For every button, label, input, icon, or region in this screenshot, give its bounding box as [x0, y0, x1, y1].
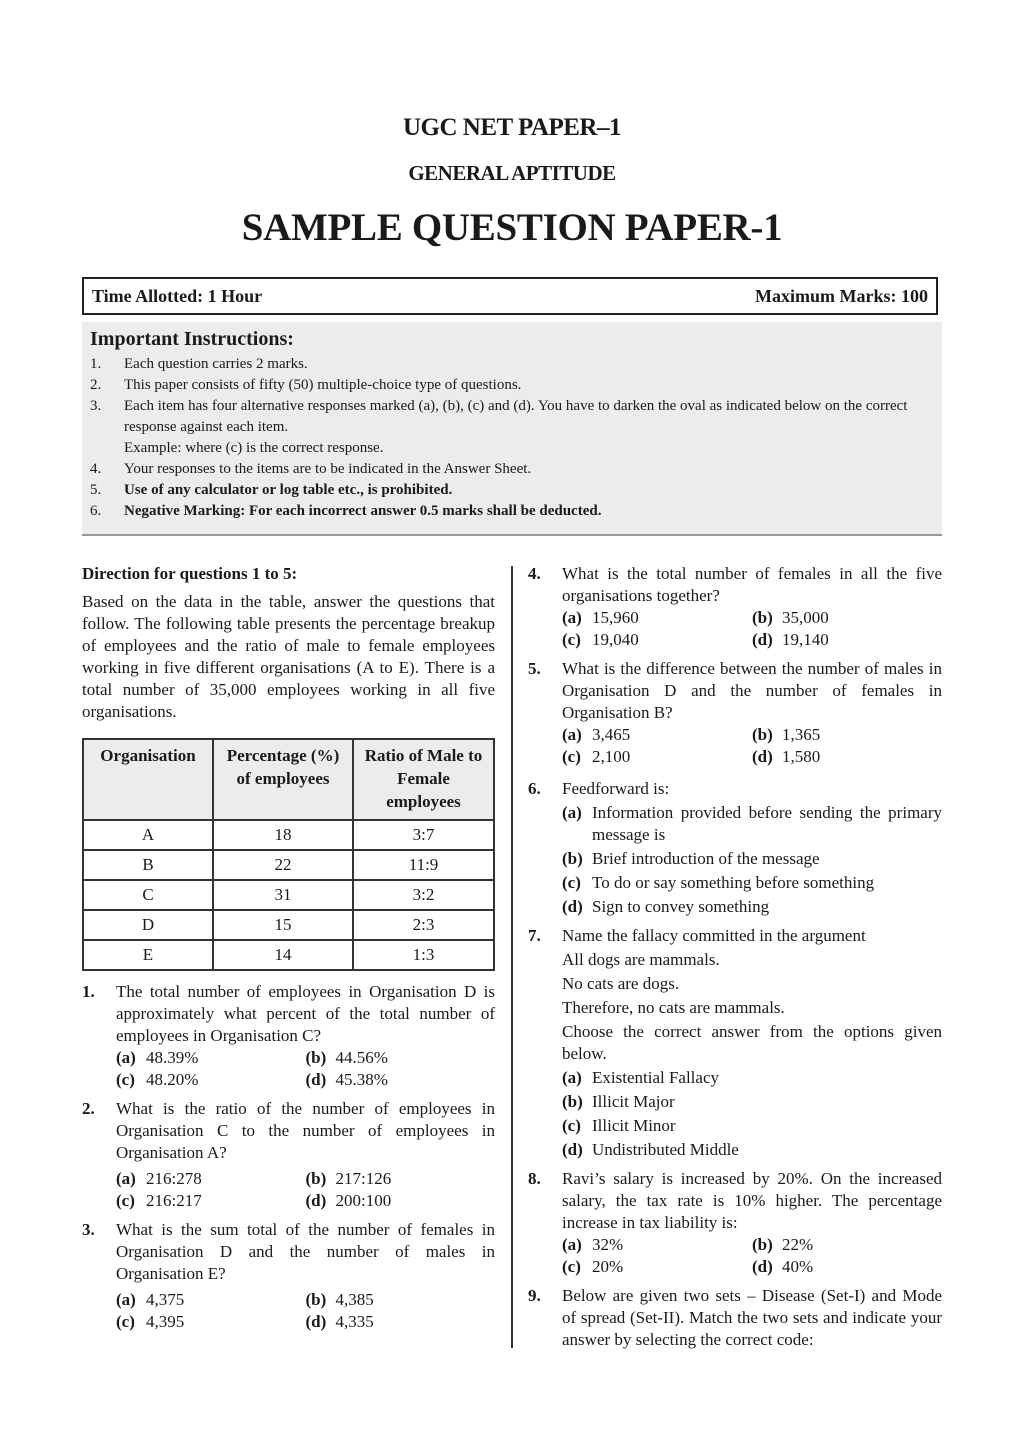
instruction-item [90, 480, 934, 501]
option-c[interactable] [116, 1190, 306, 1212]
options [116, 1289, 495, 1333]
instruction-text: Negative Marking: For each incorrect answer 0.5 marks shall be deducted. [124, 503, 602, 519]
option-label: (b) [305, 1169, 327, 1188]
question-text: The total number of employees in Organisation D is approximately what percent of the total number of employees in Organisation C? [116, 982, 495, 1045]
option-label: (b) [562, 1092, 583, 1111]
question-2 [82, 1098, 495, 1212]
question-number: 4. [528, 564, 541, 583]
option-label: (d) [752, 1257, 773, 1276]
instruction-text: Each item has four alternative responses marked (a), (b), (c) and (d). You have to darken the oval as indicated below on the correct response against each item. [124, 398, 908, 435]
option-label: (d) [752, 747, 773, 766]
option-label: (d) [305, 1191, 327, 1210]
table-row [83, 880, 494, 910]
right-column [528, 563, 942, 1351]
option-text: 48.20% [146, 1070, 199, 1089]
table-cell: 11:9 [353, 850, 494, 880]
option-c[interactable] [562, 746, 752, 768]
table-header-row [83, 739, 494, 820]
table-cell: 18 [213, 820, 353, 850]
instructions-heading: Important Instructions: [90, 328, 294, 350]
column-header: Organisation [83, 739, 213, 820]
question-3 [82, 1219, 495, 1333]
option-label: (a) [562, 608, 582, 627]
column-divider [511, 566, 513, 1348]
question-number: 1. [82, 982, 95, 1001]
option-label: (b) [305, 1290, 327, 1309]
table-cell: B [83, 850, 213, 880]
option-c[interactable] [562, 1115, 942, 1137]
question-number: 2. [82, 1099, 95, 1118]
question-number: 9. [528, 1286, 541, 1305]
maximum-marks: Maximum Marks: 100 [755, 285, 928, 306]
option-text: 48.39% [146, 1048, 199, 1067]
option-label: (b) [752, 608, 773, 627]
option-d[interactable] [562, 1139, 942, 1161]
option-text: 15,960 [592, 608, 639, 627]
option-label: (c) [562, 1257, 581, 1276]
option-label: (a) [116, 1048, 136, 1067]
option-a[interactable] [116, 1047, 306, 1069]
option-text: Brief introduction of the message [592, 849, 820, 868]
option-label: (c) [116, 1070, 135, 1089]
question-text: What is the ratio of the number of employees in Organisation C to the number of employees in Organisation A? [116, 1099, 495, 1162]
table-row [83, 940, 494, 970]
option-b[interactable] [752, 1234, 942, 1256]
option-text: 19,140 [782, 630, 829, 649]
option-label: (a) [562, 1235, 582, 1254]
option-text: 32% [592, 1235, 624, 1254]
option-d[interactable] [752, 629, 942, 651]
question-text: Name the fallacy committed in the argument [562, 926, 866, 945]
option-label: (c) [562, 630, 581, 649]
question-number: 7. [528, 926, 541, 945]
option-label: (d) [562, 897, 583, 916]
instruction-item [90, 459, 934, 480]
question-4 [528, 563, 942, 651]
table-cell: 1:3 [353, 940, 494, 970]
table-cell: 31 [213, 880, 353, 910]
question-number: 3. [82, 1220, 95, 1239]
option-text: 2,100 [592, 747, 631, 766]
option-text: 19,040 [592, 630, 639, 649]
options [562, 1234, 942, 1278]
options [116, 1168, 495, 1212]
option-d[interactable] [306, 1190, 496, 1212]
employee-table [82, 738, 495, 971]
table-cell: 2:3 [353, 910, 494, 940]
option-text: Existential Fallacy [592, 1068, 719, 1087]
table-cell: A [83, 820, 213, 850]
option-b[interactable] [306, 1289, 496, 1311]
table-cell: D [83, 910, 213, 940]
option-label: (c) [562, 1116, 581, 1135]
instruction-item [90, 354, 934, 375]
table-cell: 15 [213, 910, 353, 940]
option-c[interactable] [562, 629, 752, 651]
option-text: 4,375 [146, 1290, 185, 1309]
instruction-item [90, 438, 934, 459]
options [116, 1047, 495, 1091]
argument-line: Choose the correct answer from the options given below. [562, 1022, 942, 1063]
option-d[interactable] [752, 746, 942, 768]
direction-heading: Direction for questions 1 to 5: [82, 564, 298, 583]
option-label: (c) [562, 873, 581, 892]
instruction-item [90, 375, 934, 396]
table-row [83, 820, 494, 850]
question-1 [82, 981, 495, 1091]
option-text: Undistributed Middle [592, 1140, 739, 1159]
instruction-item [90, 501, 934, 522]
option-label: (b) [562, 849, 583, 868]
question-number: 8. [528, 1169, 541, 1188]
left-column [82, 563, 495, 1333]
option-label: (a) [116, 1169, 136, 1188]
question-number: 6. [528, 779, 541, 798]
option-d[interactable] [306, 1311, 496, 1333]
option-b[interactable] [562, 1091, 942, 1113]
option-text: 45.38% [335, 1070, 388, 1089]
option-text: Illicit Minor [592, 1116, 676, 1135]
option-b[interactable] [562, 848, 942, 870]
option-text: 1,365 [782, 725, 821, 744]
instruction-number: 2. [90, 377, 102, 393]
table-row [83, 850, 494, 880]
argument-line: Therefore, no cats are mammals. [562, 998, 785, 1017]
table-row [83, 910, 494, 940]
question-8 [528, 1168, 942, 1278]
instruction-number: 3. [90, 398, 102, 414]
option-text: 1,580 [782, 747, 821, 766]
option-label: (d) [305, 1070, 327, 1089]
instruction-number [90, 438, 124, 459]
table-cell: 3:7 [353, 820, 494, 850]
option-text: To do or say something before something [592, 873, 875, 892]
table-cell: E [83, 940, 213, 970]
table-cell: 14 [213, 940, 353, 970]
option-a[interactable] [562, 607, 752, 629]
instruction-number: 1. [90, 356, 102, 372]
option-text: 217:126 [335, 1169, 392, 1188]
question-text: Below are given two sets – Disease (Set-I) and Mode of spread (Set-II). Match the two sets and indicate your answer by selecting the correct code: [562, 1286, 942, 1349]
option-label: (b) [752, 1235, 773, 1254]
options [562, 1067, 942, 1161]
option-label: (d) [305, 1312, 327, 1331]
option-c[interactable] [116, 1311, 306, 1333]
option-d[interactable] [306, 1069, 496, 1091]
option-text: 4,335 [335, 1312, 374, 1331]
option-label: (a) [562, 1068, 582, 1087]
time-allotted: Time Allotted: 1 Hour [92, 285, 263, 306]
option-text: 44.56% [335, 1048, 388, 1067]
options [562, 607, 942, 651]
instruction-number: 5. [90, 482, 102, 498]
book-title: UGC NET PAPER–1 [403, 114, 621, 141]
option-a[interactable] [562, 802, 942, 846]
table-cell: C [83, 880, 213, 910]
instruction-number: 4. [90, 461, 102, 477]
option-a[interactable] [116, 1289, 306, 1311]
section-subtitle: GENERAL APTITUDE [408, 161, 616, 185]
option-text: Information provided before sending the primary message is [592, 803, 942, 844]
option-text: 20% [592, 1257, 624, 1276]
instruction-text: This paper consists of fifty (50) multiple-choice type of questions. [124, 377, 522, 393]
instruction-text: Use of any calculator or log table etc., is prohibited. [124, 482, 453, 498]
option-b[interactable] [306, 1047, 496, 1069]
option-b[interactable] [752, 724, 942, 746]
option-text: 3,465 [592, 725, 631, 744]
option-label: (d) [752, 630, 773, 649]
option-label: (c) [116, 1312, 135, 1331]
option-c[interactable] [562, 872, 942, 894]
question-5 [528, 658, 942, 768]
option-label: (c) [562, 747, 581, 766]
paper-title: SAMPLE QUESTION PAPER-1 [241, 206, 783, 249]
question-6 [528, 778, 942, 918]
instructions-box [82, 322, 942, 536]
instructions-list [90, 354, 934, 522]
option-a[interactable] [562, 1067, 942, 1089]
question-7 [528, 925, 942, 1161]
option-text: 200:100 [335, 1191, 392, 1210]
option-label: (b) [752, 725, 773, 744]
instruction-text: Your responses to the items are to be indicated in the Answer Sheet. [124, 461, 532, 477]
direction-text: Based on the data in the table, answer the questions that follow. The following table presents the percentage breakup of employees and the ratio of male to female employees working in five different organisations (A to E). There is a total number of 35,000 employees working in all five organisations. [82, 592, 495, 721]
option-text: Sign to convey something [592, 897, 770, 916]
option-label: (a) [116, 1290, 136, 1309]
option-text: 4,395 [146, 1312, 185, 1331]
option-text: 22% [782, 1235, 814, 1254]
argument-line: No cats are dogs. [562, 974, 680, 993]
option-label: (d) [562, 1140, 583, 1159]
option-text: 35,000 [782, 608, 829, 627]
question-text: What is the difference between the number of males in Organisation D and the number of females in Organisation B? [562, 659, 942, 722]
question-number: 5. [528, 659, 541, 678]
option-label: (b) [305, 1048, 327, 1067]
option-b[interactable] [752, 607, 942, 629]
exam-info-box [82, 277, 938, 315]
option-text: Illicit Major [592, 1092, 675, 1111]
option-label: (a) [562, 803, 582, 822]
column-header: Percentage (%) of employees [213, 739, 353, 820]
option-a[interactable] [562, 1234, 752, 1256]
instruction-text: Each question carries 2 marks. [124, 356, 308, 372]
option-a[interactable] [116, 1168, 306, 1190]
option-text: 4,385 [335, 1290, 374, 1309]
option-text: 216:217 [146, 1191, 202, 1210]
instruction-text: Example: where (c) is the correct response. [124, 440, 384, 456]
options [562, 802, 942, 918]
option-d[interactable] [752, 1256, 942, 1278]
column-header: Ratio of Male to Female employees [353, 739, 494, 820]
question-text: What is the total number of females in all the five organisations together? [562, 564, 942, 605]
table-cell: 3:2 [353, 880, 494, 910]
option-label: (a) [562, 725, 582, 744]
option-d[interactable] [562, 896, 942, 918]
option-a[interactable] [562, 724, 752, 746]
option-text: 40% [782, 1257, 814, 1276]
instruction-number: 6. [90, 503, 102, 519]
option-text: 216:278 [146, 1169, 202, 1188]
option-c[interactable] [116, 1069, 306, 1091]
question-text: Ravi’s salary is increased by 20%. On the increased salary, the tax rate is 10% higher. The percentage increase in tax liability is: [562, 1169, 942, 1232]
option-b[interactable] [306, 1168, 496, 1190]
options [562, 724, 942, 768]
option-c[interactable] [562, 1256, 752, 1278]
question-text: Feedforward is: [562, 779, 670, 798]
argument-line: All dogs are mammals. [562, 950, 720, 969]
instruction-item [90, 396, 934, 438]
option-label: (c) [116, 1191, 135, 1210]
question-9 [528, 1285, 942, 1351]
question-text: What is the sum total of the number of females in Organisation D and the number of males in Organisation E? [116, 1220, 495, 1283]
table-cell: 22 [213, 850, 353, 880]
